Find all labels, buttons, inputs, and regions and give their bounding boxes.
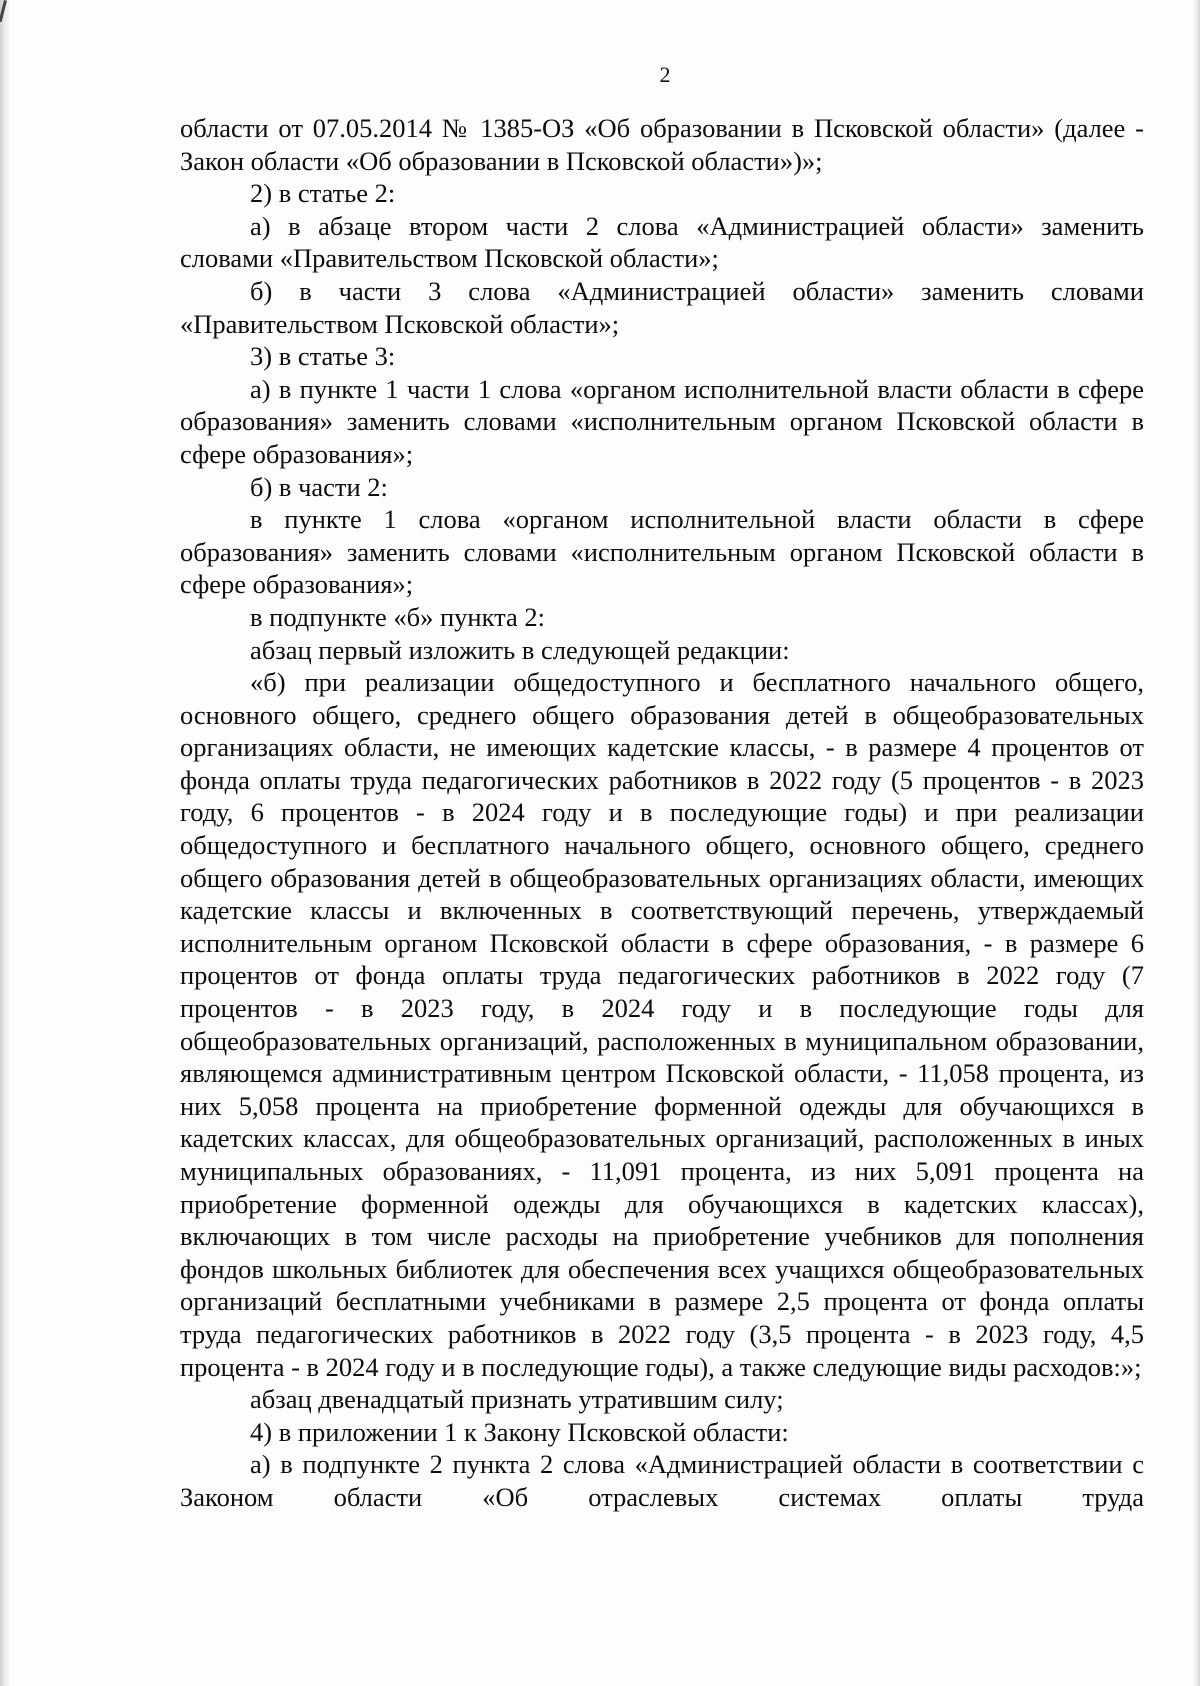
paragraph-4: б) в части 3 слова «Администрацией области» заменить словами «Правительством Псковской области»; — [180, 275, 1144, 339]
scan-edge-right — [1192, 0, 1200, 1686]
paragraph-2: 2) в статье 2: — [250, 178, 396, 209]
paragraph-8: в пункте 1 слова «органом исполнительной власти области в сфере образования» заменить словами «исполнительным органом Псковской области в сфере образования»; — [180, 504, 1144, 600]
paragraph-6: а) в пункте 1 части 1 слова «органом исполнительной власти области в сфере образования» заменить словами «исполнительным органом Псковской области в сфере образования»; — [180, 373, 1144, 469]
paragraph-7: б) в части 2: — [250, 471, 388, 502]
paragraph-12: абзац двенадцатый признать утратившим силу; — [250, 1384, 784, 1415]
paragraph-3: а) в абзаце втором части 2 слова «Администрацией области» заменить словами «Правительством Псковской области»; — [180, 210, 1144, 274]
paragraph-10: абзац первый изложить в следующей редакции: — [250, 634, 790, 665]
scan-edge-left — [0, 0, 10, 1686]
paragraph-14: а) в подпункте 2 пункта 2 слова «Администрацией области в соответствии с Законом области «Об отраслевых системах оплаты труда — [180, 1449, 1144, 1512]
paragraph-1: области от 07.05.2014 № 1385-ОЗ «Об образовании в Псковской области» (далее - Закон области «Об образовании в Псковской области»)»; — [180, 113, 1144, 176]
paragraph-9: в подпункте «б» пункта 2: — [250, 601, 546, 632]
document-body — [180, 112, 1144, 1514]
paragraph-13: 4) в приложении 1 к Закону Псковской области: — [250, 1416, 789, 1447]
paragraph-11: «б) при реализации общедоступного и бесплатного начального общего, основного общего, среднего общего образования детей в общеобразовательных организациях области, не имеющих кадетские классы, - в размере 4 процентов от фонда оплаты труда педагогических работников в 2022 году (5 процентов - в 2023 году, 6 процентов - в 2024 году и в последующие годы) и при реализации общедоступного и бесплатного начального общего, основного общего, среднего общего образования детей в общеобразовательных организациях области, имеющих кадетские классы и включенных в соответствующий перечень, утверждаемый исполнительным органом Псковской области в сфере образования, - в размере 6 процентов от фонда оплаты труда педагогических работников в 2022 году (7 процентов - в 2023 году, в 2024 году и в последующие годы для общеобразовательных организаций, расположенных в муниципальном образовании, являющемся административным центром Псковской области, - 11,058 процента, из них 5,058 процента на приобретение форменной одежды для обучающихся в кадетских классах, для общеобразовательных организаций, расположенных в иных муниципальных образованиях, - 11,091 процента, из них 5,091 процента на приобретение форменной одежды для обучающихся в кадетских классах), включающих в том числе расходы на приобретение учебников для пополнения фондов школьных библиотек для обеспечения всех учащихся общеобразовательных организаций бесплатными учебниками в размере 2,5 процента от фонда оплаты труда педагогических работников в 2022 году (3,5 процента - в 2023 году, 4,5 процента - в 2024 году и в последующие годы), а также следующие виды расходов:»; — [180, 667, 1144, 1382]
page-number: 2 — [659, 62, 671, 87]
paragraph-5: 3) в статье 3: — [250, 341, 396, 372]
